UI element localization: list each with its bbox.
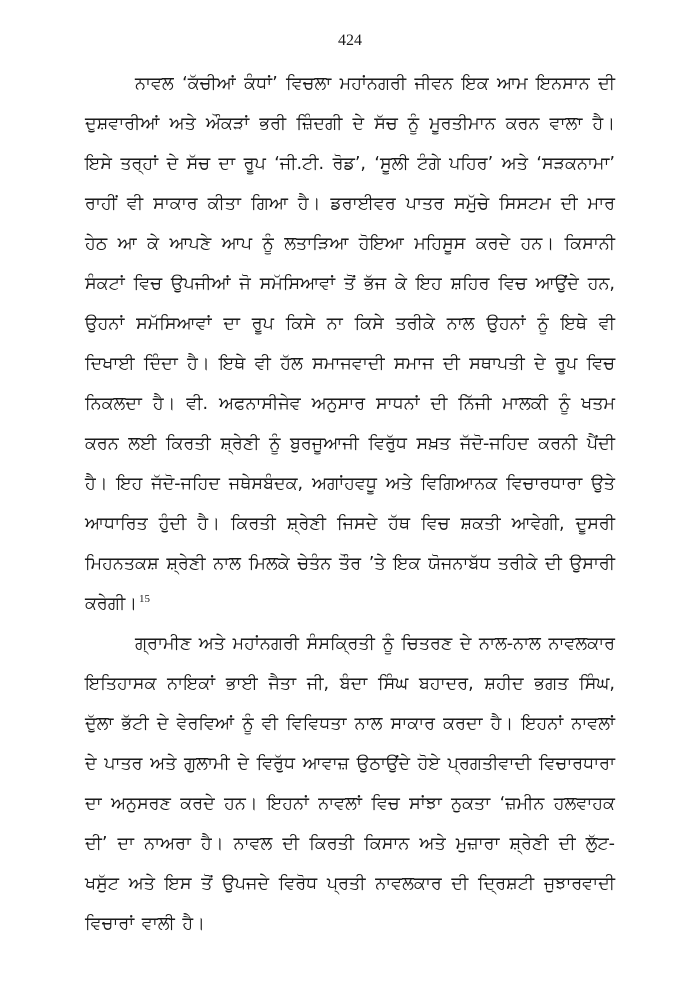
paragraph bbox=[85, 624, 615, 944]
paragraph bbox=[85, 64, 615, 624]
page-body bbox=[85, 64, 615, 944]
footnote-reference: 15 bbox=[139, 593, 151, 606]
paragraph-text: ਗ੍ਰਾਮੀਣ ਅਤੇ ਮਹਾਂਨਗਰੀ ਸੰਸਕ੍ਰਿਤੀ ਨੂੰ ਚਿਤਰਣ ਦੇ ਨਾਲ-ਨਾਲ ਨਾਵਲਕਾਰ ਇਤਿਹਾਸਕ ਨਾਇਕਾਂ ਭਾਈ ਜੈਤਾ ਜੀ, ਬੰਦਾ ਸਿੰਘ ਬਹਾਦਰ, ਸ਼ਹੀਦ ਭਗਤ ਸਿੰਘ, ਦੁੱਲਾ ਭੱਟੀ ਦੇ ਵੇਰਵਿਆਂ ਨੂੰ ਵੀ ਵਿਵਿਧਤਾ ਨਾਲ ਸਾਕਾਰ ਕਰਦਾ ਹੈ। ਇਹਨਾਂ ਨਾਵਲਾਂ ਦੇ ਪਾਤਰ ਅਤੇ ਗੁਲਾਮੀ ਦੇ ਵਿਰੁੱਧ ਆਵਾਜ਼ ਉਠਾਉਂਦੇ ਹੋਏ ਪ੍ਰਗਤੀਵਾਦੀ ਵਿਚਾਰਧਾਰਾ ਦਾ ਅਨੁਸਰਣ ਕਰਦੇ ਹਨ। ਇਹਨਾਂ ਨਾਵਲਾਂ ਵਿਚ ਸਾਂਝਾ ਨੁਕਤਾ ‘ਜ਼ਮੀਨ ਹਲਵਾਹਕ ਦੀ’ ਦਾ ਨਾਅਰਾ ਹੈ। ਨਾਵਲ ਦੀ ਕਿਰਤੀ ਕਿਸਾਨ ਅਤੇ ਮੁਜ਼ਾਰਾ ਸ਼੍ਰੇਣੀ ਦੀ ਲੁੱਟ-ਖਸੁੱਟ ਅਤੇ ਇਸ ਤੋਂ ਉਪਜਦੇ ਵਿਰੋਧ ਪ੍ਰਤੀ ਨਾਵਲਕਾਰ ਦੀ ਦ੍ਰਿਸ਼ਟੀ ਜੁਝਾਰਵਾਦੀ ਵਿਚਾਰਾਂ ਵਾਲੀ ਹੈ। bbox=[85, 634, 615, 934]
page-number: 424 bbox=[338, 32, 362, 49]
paragraph-text: ਨਾਵਲ ‘ਕੱਚੀਆਂ ਕੰਧਾਂ’ ਵਿਚਲਾ ਮਹਾਂਨਗਰੀ ਜੀਵਨ ਇਕ ਆਮ ਇਨਸਾਨ ਦੀ ਦੁਸ਼ਵਾਰੀਆਂ ਅਤੇ ਔਕੜਾਂ ਭਰੀ ਜ਼ਿੰਦਗੀ ਦੇ ਸੱਚ ਨੂੰ ਮੂਰਤੀਮਾਨ ਕਰਨ ਵਾਲਾ ਹੈ। ਇਸੇ ਤਰ੍ਹਾਂ ਦੇ ਸੱਚ ਦਾ ਰੂਪ ‘ਜੀ.ਟੀ. ਰੋਡ’, ‘ਸੂਲੀ ਟੰਗੇ ਪਹਿਰ’ ਅਤੇ ‘ਸੜਕਨਾਮਾ’ ਰਾਹੀਂ ਵੀ ਸਾਕਾਰ ਕੀਤਾ ਗਿਆ ਹੈ। ਡਰਾਈਵਰ ਪਾਤਰ ਸਮੁੱਚੇ ਸਿਸਟਮ ਦੀ ਮਾਰ ਹੇਠ ਆ ਕੇ ਆਪਣੇ ਆਪ ਨੂੰ ਲਤਾੜਿਆ ਹੋਇਆ ਮਹਿਸੂਸ ਕਰਦੇ ਹਨ। ਕਿਸਾਨੀ ਸੰਕਟਾਂ ਵਿਚ ਉਪਜੀਆਂ ਜੋ ਸਮੱਸਿਆਵਾਂ ਤੋਂ ਭੱਜ ਕੇ ਇਹ ਸ਼ਹਿਰ ਵਿਚ ਆਉਂਦੇ ਹਨ, ਉਹਨਾਂ ਸਮੱਸਿਆਵਾਂ ਦਾ ਰੂਪ ਕਿਸੇ ਨਾ ਕਿਸੇ ਤਰੀਕੇ ਨਾਲ ਉਹਨਾਂ ਨੂੰ ਇਥੇ ਵੀ ਦਿਖਾਈ ਦਿੰਦਾ ਹੈ। ਇਥੇ ਵੀ ਹੱਲ ਸਮਾਜਵਾਦੀ ਸਮਾਜ ਦੀ ਸਥਾਪਤੀ ਦੇ ਰੂਪ ਵਿਚ ਨਿਕਲਦਾ ਹੈ। ਵੀ. ਅਫਨਾਸੀਜੇਵ ਅਨੁਸਾਰ ਸਾਧਨਾਂ ਦੀ ਨਿੱਜੀ ਮਾਲਕੀ ਨੂੰ ਖਤਮ ਕਰਨ ਲਈ ਕਿਰਤੀ ਸ਼੍ਰੇਣੀ ਨੂੰ ਬੁਰਜੂਆਜੀ ਵਿਰੁੱਧ ਸਖ਼ਤ ਜੱਦੋ-ਜਹਿਦ ਕਰਨੀ ਪੈਂਦੀ ਹੈ। ਇਹ ਜੱਦੋ-ਜਹਿਦ ਜਥੇਸਬੰਦਕ, ਅਗਾਂਹਵਧੂ ਅਤੇ ਵਿਗਿਆਨਕ ਵਿਚਾਰਧਾਰਾ ਉਤੇ ਆਧਾਰਿਤ ਹੁੰਦੀ ਹੈ। ਕਿਰਤੀ ਸ਼੍ਰੇਣੀ ਜਿਸਦੇ ਹੱਥ ਵਿਚ ਸ਼ਕਤੀ ਆਵੇਗੀ, ਦੂਸਰੀ ਮਿਹਨਤਕਸ਼ ਸ਼੍ਰੇਣੀ ਨਾਲ ਮਿਲਕੇ ਚੇਤੰਨ ਤੌਰ ’ਤੇ ਇਕ ਯੋਜਨਾਬੱਧ ਤਰੀਕੇ ਦੀ ਉਸਾਰੀ ਕਰੇਗੀ। bbox=[85, 74, 615, 614]
